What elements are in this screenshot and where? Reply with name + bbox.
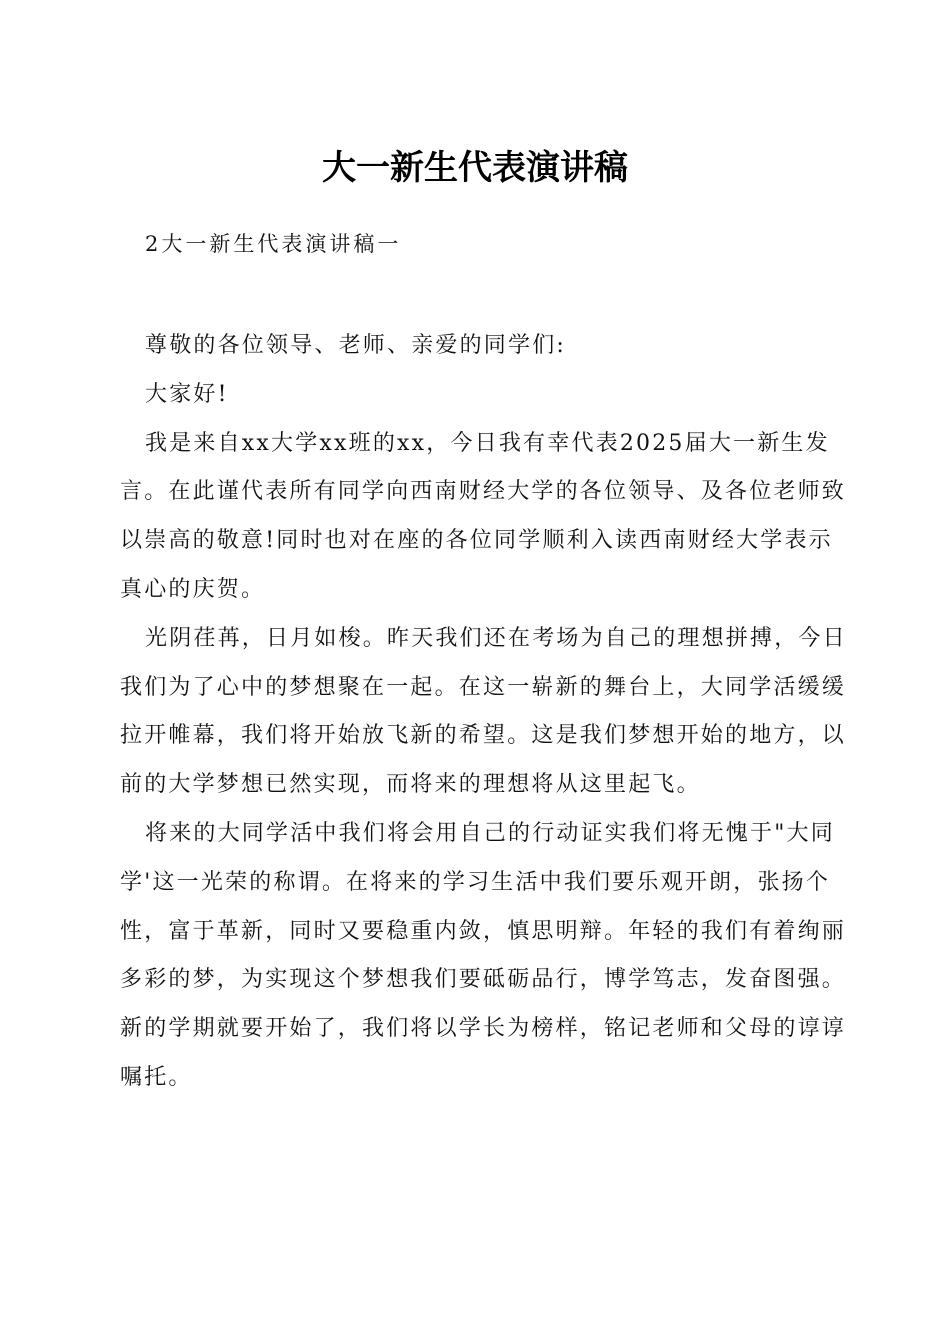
document-body — [120, 322, 848, 1103]
salutation-paragraph: 尊敬的各位领导、老师、亲爱的同学们: — [145, 333, 567, 358]
future-paragraph: 将来的大同学活中我们将会用自己的行动证实我们将无愧于"大同学'这一光荣的称谓。在将来的学习生活中我们要乐观开朗，张扬个性，富于革新，同时又要稳重内敛，慎思明辩。年轻的我们有着绚丽多彩的梦，为实现这个梦想我们要砥砺品行，博学笃志，发奋图强。新的学期就要开始了，我们将以学长为榜样，铭记老师和父母的谆谆嘱托。 — [120, 820, 847, 1090]
time-paragraph: 光阴荏苒，日月如梭。昨天我们还在考场为自己的理想拼搏，今日我们为了心中的梦想聚在一起。在这一崭新的舞台上，大同学活缓缓拉开帷幕，我们将开始放飞新的希望。这是我们梦想开始的地方，以前的大学梦想已然实现，而将来的理想将从这里起飞。 — [120, 625, 847, 798]
document-title: 大一新生代表演讲稿 — [322, 148, 628, 188]
document-subtitle: 2大一新生代表演讲稿一 — [145, 232, 402, 256]
introduction-paragraph: 我是来自xx大学xx班的xx，今日我有幸代表2025届大一新生发言。在此谨代表所有同学向西南财经大学的各位领导、及各位老师致以崇高的敬意!同时也对在座的各位同学顺利入读西南财经大学表示真心的庆贺。 — [120, 430, 847, 602]
greeting-paragraph: 大家好! — [145, 381, 229, 407]
